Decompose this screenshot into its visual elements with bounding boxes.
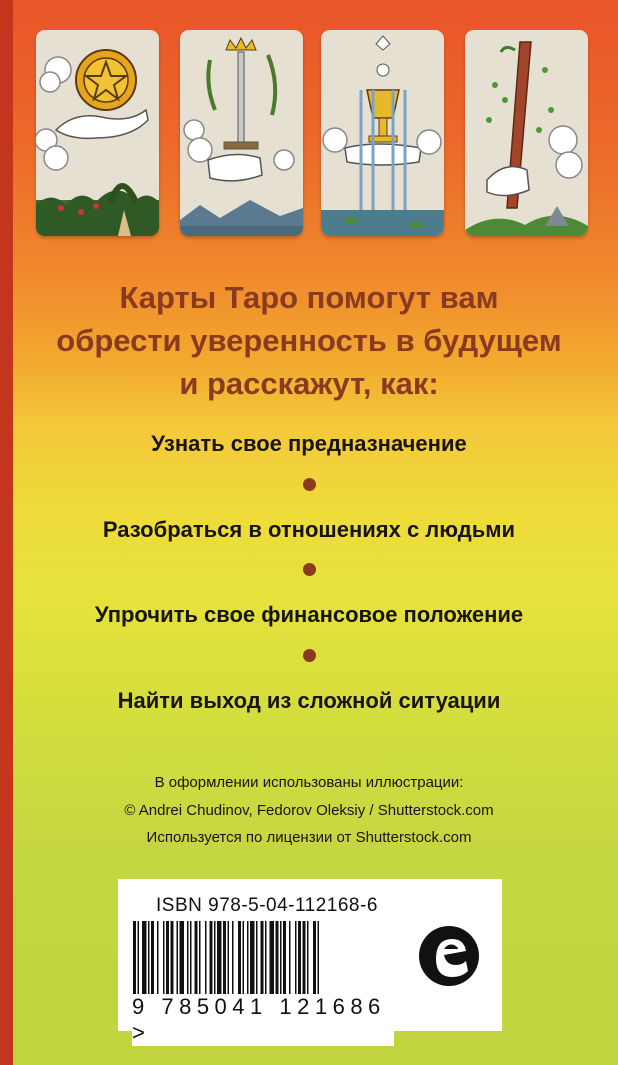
bullet-dot <box>303 563 316 576</box>
headline-line-3: и расскажут, как: <box>179 366 439 401</box>
bullet-dot <box>303 649 316 662</box>
credits-line-3: Используется по лицензии от Shutterstock.com <box>146 829 472 846</box>
ace-of-wands-card <box>465 30 588 236</box>
credits-line-1: В оформлении использованы иллюстрации: <box>154 774 464 791</box>
ace-of-pentacles-card <box>36 30 159 236</box>
bullet-dot <box>303 478 316 491</box>
tarot-cards-row <box>36 30 588 236</box>
isbn-number: ISBN 978-5-04-112168-6 <box>156 895 378 916</box>
publisher-logo-icon <box>414 921 484 991</box>
benefit-item: Упрочить свое финансовое положение <box>94 602 524 627</box>
ace-of-cups-card <box>321 30 444 236</box>
benefit-item: Найти выход из сложной ситуации <box>117 688 501 713</box>
benefit-item: Разобраться в отношениях с людьми <box>102 517 516 542</box>
barcode-digits: 9 785041 121686 > <box>132 994 394 1046</box>
headline-line-1: Карты Таро помогут вам <box>119 280 499 315</box>
ace-of-swords-card <box>180 30 303 236</box>
credits-line-2: © Andrei Chudinov, Fedorov Oleksiy / Shutterstock.com <box>124 802 494 819</box>
isbn-barcode-panel <box>118 879 502 1045</box>
headline-line-2: обрести уверенность в будущем <box>56 323 562 358</box>
book-spine-edge <box>0 0 13 1065</box>
benefit-item: Узнать свое предназначение <box>151 431 467 456</box>
